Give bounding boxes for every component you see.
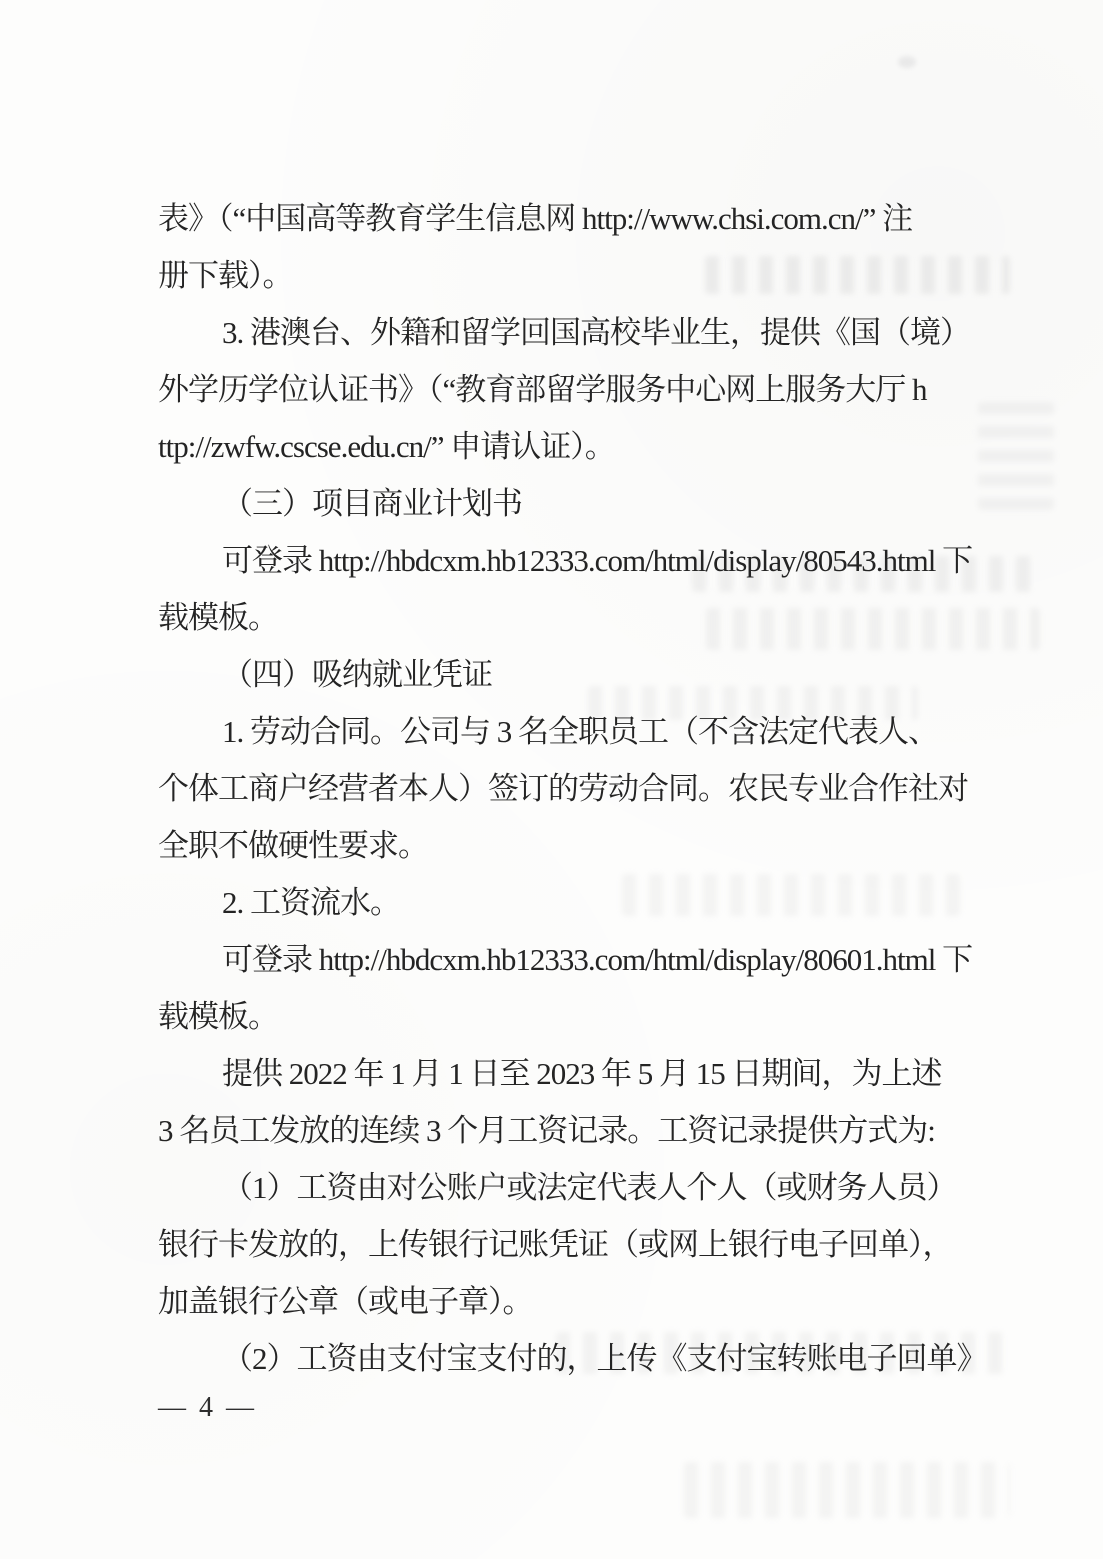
text-line: （2）工资由支付宝支付的，上传《支付宝转账电子回单》 <box>222 1341 987 1376</box>
text-line: 表》（“中国高等教育学生信息网 http://www.chsi.com.cn/” 注 <box>158 201 913 236</box>
text-line: 载模板。 <box>158 600 278 635</box>
text-line: 3 名员工发放的连续 3 个月工资记录。工资记录提供方式为: <box>158 1113 935 1148</box>
text-line: 3. 港澳台、外籍和留学回国高校毕业生，提供《国（境） <box>222 315 970 350</box>
page-number: — 4 — <box>158 1392 257 1423</box>
bleedthrough-artifact <box>684 1462 1010 1518</box>
text-line: 载模板。 <box>158 999 278 1034</box>
text-line: 1. 劳动合同。公司与 3 名全职员工（不含法定代表人、 <box>222 714 938 749</box>
text-line: 全职不做硬性要求。 <box>158 828 428 863</box>
text-line: 提供 2022 年 1 月 1 日至 2023 年 5 月 15 日期间，为上述 <box>222 1056 942 1091</box>
text-line: 册下载）。 <box>158 258 293 293</box>
text-line: 个体工商户经营者本人）签订的劳动合同。农民专业合作社对 <box>158 771 968 806</box>
text-line: 外学历学位认证书》（“教育部留学服务中心网上服务大厅 h <box>158 372 927 407</box>
text-line: 加盖银行公章（或电子章）。 <box>158 1284 533 1319</box>
text-line: 可登录 http://hbdcxm.hb12333.com/html/display/80543.html 下 <box>222 543 973 578</box>
text-line: 可登录 http://hbdcxm.hb12333.com/html/display/80601.html 下 <box>222 942 973 977</box>
text-line: 银行卡发放的，上传银行记账凭证（或网上银行电子回单）， <box>158 1227 953 1262</box>
document-text-block <box>158 190 998 1387</box>
section-heading-4: （四）吸纳就业凭证 <box>222 657 492 692</box>
scan-speck <box>898 56 916 68</box>
section-heading-3: （三）项目商业计划书 <box>222 486 522 521</box>
text-line: 2. 工资流水。 <box>222 885 400 920</box>
text-line: （1）工资由对公账户或法定代表人个人（或财务人员） <box>222 1170 957 1205</box>
text-line: ttp://zwfw.cscse.edu.cn/” 申请认证）。 <box>158 429 615 464</box>
